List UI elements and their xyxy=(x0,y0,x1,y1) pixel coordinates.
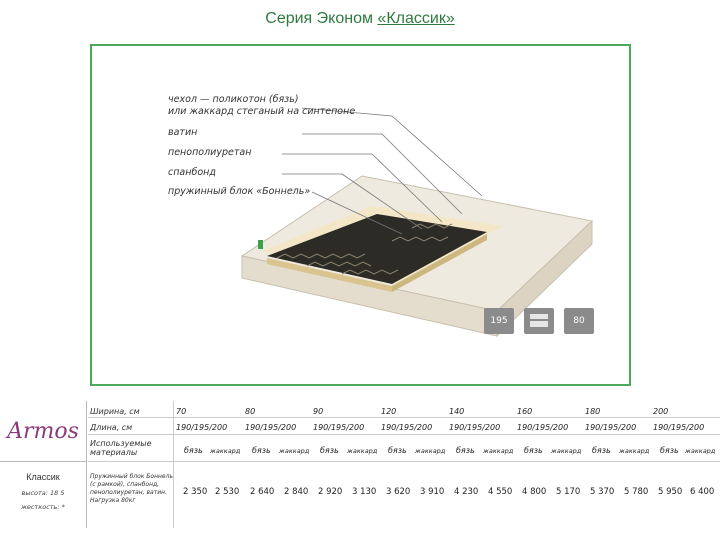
page-title xyxy=(0,10,720,28)
layer-label-batting: ватин xyxy=(168,127,198,138)
row-label-width: Ширина, см xyxy=(90,407,140,416)
material-option: бязь xyxy=(456,446,475,455)
materials-description: Пружинный блок Боннель (с рамкой), спанбонд, пенополиуретан, ватин. Нагрузка 80кг xyxy=(90,473,173,504)
model-name: Классик xyxy=(26,472,60,482)
length-80: 190/195/200 xyxy=(245,423,297,432)
price-table xyxy=(0,401,720,528)
length-120: 190/195/200 xyxy=(381,423,433,432)
price-cell: 4 800 xyxy=(522,487,547,497)
row-label-materials: Используемые материалы xyxy=(90,439,152,457)
layer-label-cover: чехол — поликотон (бязь) xyxy=(168,94,299,105)
material-option: жаккард xyxy=(551,447,582,455)
price-cell: 2 840 xyxy=(284,487,309,497)
price-cell: 4 550 xyxy=(488,487,513,497)
width-90: 90 xyxy=(313,407,324,416)
width-160: 160 xyxy=(517,407,533,416)
layer-label-cover-alt: или жаккард стеганый на синтепоне xyxy=(168,106,356,117)
length-70: 190/195/200 xyxy=(176,423,228,432)
price-cell: 2 920 xyxy=(318,487,343,497)
layer-label-foam: пенополиуретан xyxy=(168,147,252,158)
price-cell: 3 130 xyxy=(352,487,377,497)
brand-cell xyxy=(0,401,87,462)
material-option: бязь xyxy=(252,446,271,455)
brand-logo: Armos xyxy=(7,419,79,444)
price-cell: 3 910 xyxy=(420,487,445,497)
material-option: жаккард xyxy=(483,447,514,455)
width-140: 140 xyxy=(449,407,465,416)
material-option: бязь xyxy=(388,446,407,455)
firmness-note: жесткость: * xyxy=(21,503,65,511)
price-cell: 5 370 xyxy=(590,487,615,497)
title-link[interactable]: «Классик» xyxy=(377,10,455,27)
material-option: жаккард xyxy=(210,447,241,455)
row-label-length: Длина, см xyxy=(90,423,133,432)
material-option: жаккард xyxy=(619,447,650,455)
material-option: жаккард xyxy=(685,447,716,455)
material-option: бязь xyxy=(660,446,679,455)
width-80: 80 xyxy=(245,407,256,416)
price-cell: 3 620 xyxy=(386,487,411,497)
length-180: 190/195/200 xyxy=(585,423,637,432)
layer-label-spring-block: пружинный блок «Боннель» xyxy=(168,186,311,197)
model-cell xyxy=(0,462,87,528)
price-cell: 2 530 xyxy=(215,487,240,497)
material-option: бязь xyxy=(592,446,611,455)
length-160: 190/195/200 xyxy=(517,423,569,432)
mattress-image-frame xyxy=(90,44,631,386)
width-70: 70 xyxy=(176,407,187,416)
title-prefix: Серия Эконом xyxy=(265,10,378,27)
price-cell: 6 400 xyxy=(690,487,715,497)
length-140: 190/195/200 xyxy=(449,423,501,432)
material-option: жаккард xyxy=(415,447,446,455)
material-option: жаккард xyxy=(279,447,310,455)
max-load-80-icon: 80 xyxy=(564,308,594,334)
material-option: бязь xyxy=(320,446,339,455)
width-200: 200 xyxy=(653,407,669,416)
height-note: высота: 18 5 xyxy=(21,489,65,497)
price-cell: 5 950 xyxy=(658,487,683,497)
material-option: жаккард xyxy=(347,447,378,455)
height-195-icon: 195 xyxy=(484,308,514,334)
length-200: 190/195/200 xyxy=(653,423,705,432)
price-cell: 5 170 xyxy=(556,487,581,497)
width-120: 120 xyxy=(381,407,397,416)
price-cell: 4 230 xyxy=(454,487,479,497)
material-option: бязь xyxy=(524,446,543,455)
layer-label-spunbond: спанбонд xyxy=(168,167,216,178)
mattress-layers-icon xyxy=(524,308,554,334)
width-180: 180 xyxy=(585,407,601,416)
price-cell: 2 640 xyxy=(250,487,275,497)
length-90: 190/195/200 xyxy=(313,423,365,432)
price-cell: 2 350 xyxy=(183,487,208,497)
price-cell: 5 780 xyxy=(624,487,649,497)
material-option: бязь xyxy=(184,446,203,455)
